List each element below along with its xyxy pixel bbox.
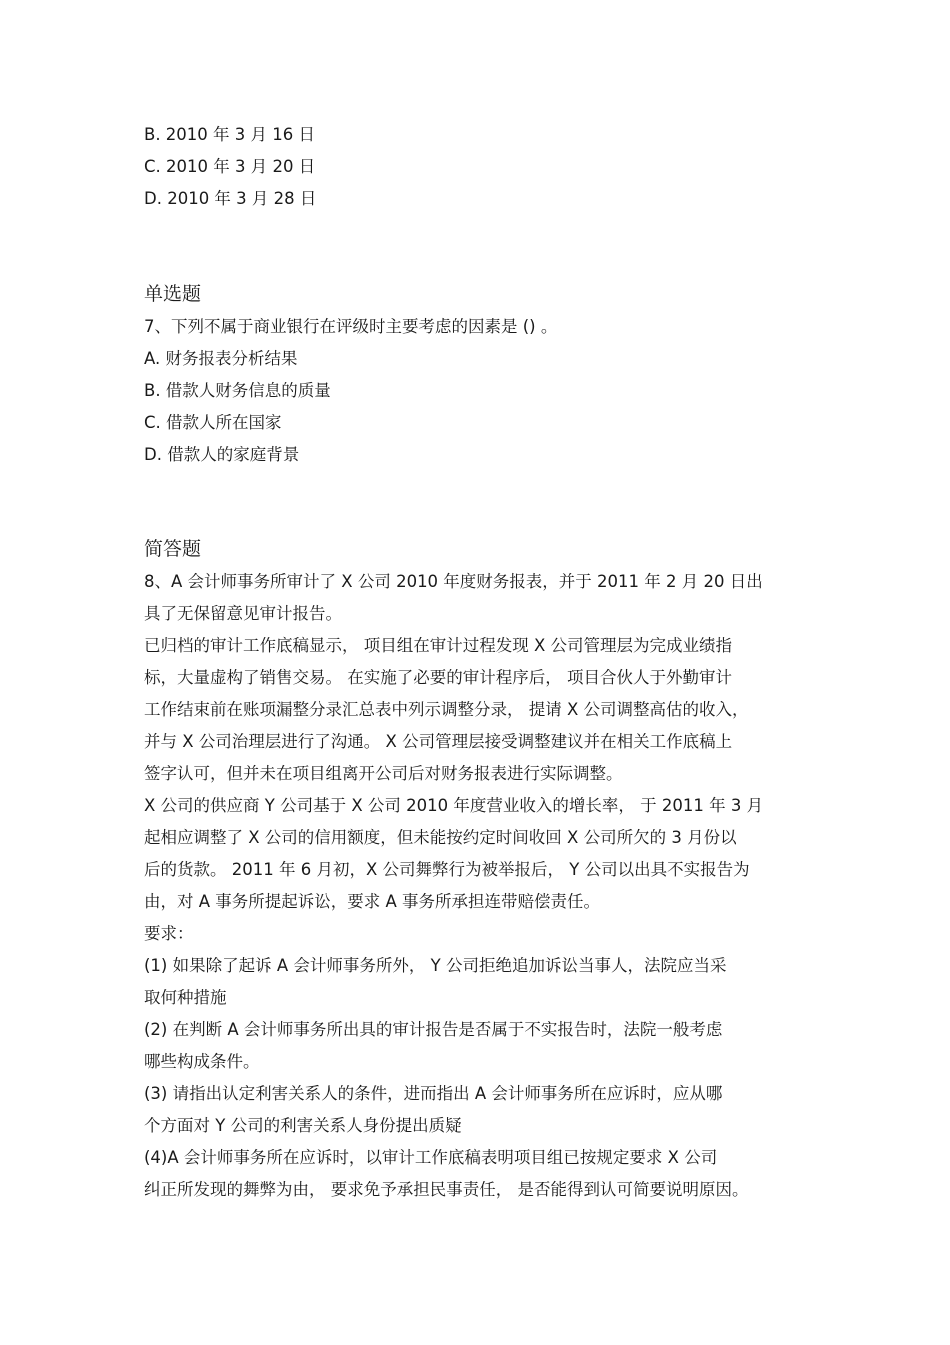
question-8-line: 具了无保留意见审计报告。 [144, 604, 342, 623]
q7-option-b: B. 借款人财务信息的质量 [144, 381, 331, 400]
section-heading-single-choice: 单选题 [144, 283, 202, 305]
q7-option-a: A. 财务报表分析结果 [144, 349, 298, 368]
question-7: 7、下列不属于商业银行在评级时主要考虑的因素是 () 。 [144, 317, 558, 336]
requirement-4: (4)A 会计师事务所在应诉时，以审计工作底稿表明项目组已按规定要求 X 公司 [144, 1148, 718, 1167]
option-b: B. 2010 年 3 月 16 日 [144, 125, 316, 144]
q7-option-d: D. 借款人的家庭背景 [144, 445, 300, 464]
question-8-line: 起相应调整了 X 公司的信用额度，但未能按约定时间收回 X 公司所欠的 3 月份以 [144, 828, 737, 847]
question-8-line: 由，对 A 事务所提起诉讼，要求 A 事务所承担连带赔偿责任。 [144, 892, 601, 911]
question-8-line: 并与 X 公司治理层进行了沟通。 X 公司管理层接受调整建议并在相关工作底稿上 [144, 732, 733, 751]
requirement-4-cont: 纠正所发现的舞弊为由， 要求免予承担民事责任， 是否能得到认可简要说明原因。 [144, 1180, 749, 1199]
option-c: C. 2010 年 3 月 20 日 [144, 157, 316, 176]
requirement-3: (3) 请指出认定利害关系人的条件，进而指出 A 会计师事务所在应诉时，应从哪 [144, 1084, 723, 1103]
requirement-1: (1) 如果除了起诉 A 会计师事务所外， Y 公司拒绝追加诉讼当事人，法院应当采 [144, 956, 727, 975]
question-8-line: 标，大量虚构了销售交易。 在实施了必要的审计程序后， 项目合伙人于外勤审计 [144, 668, 732, 687]
question-8-line: 工作结束前在账项漏整分录汇总表中列示调整分录， 提请 X 公司调整高估的收入， [144, 700, 749, 719]
question-8-line: 签字认可，但并未在项目组离开公司后对财务报表进行实际调整。 [144, 764, 623, 783]
section-heading-short-answer: 简答题 [144, 538, 202, 560]
question-8-line: 8、A 会计师事务所审计了 X 公司 2010 年度财务报表，并于 2011 年 2 月 20 日出 [144, 572, 763, 591]
question-8-line: X 公司的供应商 Y 公司基于 X 公司 2010 年度营业收入的增长率， 于 2011 年 3 月 [144, 796, 764, 815]
question-8-line: 已归档的审计工作底稿显示， 项目组在审计过程发现 X 公司管理层为完成业绩指 [144, 636, 733, 655]
requirement-3-cont: 个方面对 Y 公司的利害关系人身份提出质疑 [144, 1116, 462, 1135]
requirement-2-cont: 哪些构成条件。 [144, 1052, 260, 1071]
question-8-line: 后的货款。 2011 年 6 月初，X 公司舞弊行为被举报后， Y 公司以出具不实报告为 [144, 860, 750, 879]
requirement-1-cont: 取何种措施 [144, 988, 227, 1007]
requirements-label: 要求： [144, 924, 194, 943]
option-d: D. 2010 年 3 月 28 日 [144, 189, 317, 208]
q7-option-c: C. 借款人所在国家 [144, 413, 282, 432]
requirement-2: (2) 在判断 A 会计师事务所出具的审计报告是否属于不实报告时，法院一般考虑 [144, 1020, 723, 1039]
